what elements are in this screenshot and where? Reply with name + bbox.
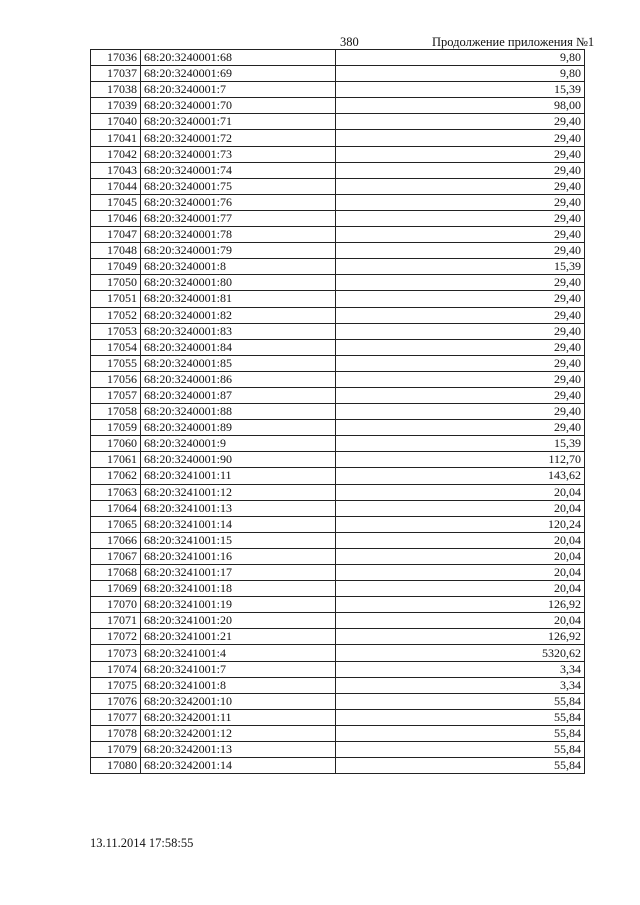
row-number-cell: 17038 <box>91 82 141 98</box>
area-value-cell: 29,40 <box>336 162 585 178</box>
cadastral-number-cell: 68:20:3240001:72 <box>141 130 336 146</box>
area-value-cell: 126,92 <box>336 597 585 613</box>
table-row <box>91 355 585 371</box>
row-number-cell: 17063 <box>91 484 141 500</box>
row-number-cell: 17052 <box>91 307 141 323</box>
area-value-cell: 29,40 <box>336 420 585 436</box>
area-value-cell: 15,39 <box>336 436 585 452</box>
table-row <box>91 500 585 516</box>
table-row <box>91 114 585 130</box>
row-number-cell: 17078 <box>91 725 141 741</box>
row-number-cell: 17037 <box>91 66 141 82</box>
table-row <box>91 516 585 532</box>
area-value-cell: 29,40 <box>336 146 585 162</box>
table-row <box>91 532 585 548</box>
cadastral-number-cell: 68:20:3242001:14 <box>141 758 336 774</box>
area-value-cell: 55,84 <box>336 709 585 725</box>
cadastral-number-cell: 68:20:3241001:11 <box>141 468 336 484</box>
area-value-cell: 20,04 <box>336 500 585 516</box>
cadastral-number-cell: 68:20:3240001:69 <box>141 66 336 82</box>
cadastral-number-cell: 68:20:3240001:68 <box>141 50 336 66</box>
area-value-cell: 29,40 <box>336 243 585 259</box>
cadastral-number-cell: 68:20:3241001:19 <box>141 597 336 613</box>
cadastral-table <box>90 49 585 774</box>
cadastral-number-cell: 68:20:3240001:8 <box>141 259 336 275</box>
cadastral-number-cell: 68:20:3240001:88 <box>141 404 336 420</box>
row-number-cell: 17065 <box>91 516 141 532</box>
area-value-cell: 29,40 <box>336 387 585 403</box>
row-number-cell: 17066 <box>91 532 141 548</box>
area-value-cell: 9,80 <box>336 50 585 66</box>
row-number-cell: 17036 <box>91 50 141 66</box>
table-row <box>91 758 585 774</box>
cadastral-number-cell: 68:20:3241001:4 <box>141 645 336 661</box>
row-number-cell: 17040 <box>91 114 141 130</box>
row-number-cell: 17059 <box>91 420 141 436</box>
row-number-cell: 17051 <box>91 291 141 307</box>
table-row <box>91 436 585 452</box>
table-row <box>91 339 585 355</box>
table-row <box>91 565 585 581</box>
table-row <box>91 210 585 226</box>
table-row <box>91 371 585 387</box>
area-value-cell: 29,40 <box>336 130 585 146</box>
area-value-cell: 29,40 <box>336 178 585 194</box>
row-number-cell: 17048 <box>91 243 141 259</box>
table-row <box>91 661 585 677</box>
area-value-cell: 55,84 <box>336 758 585 774</box>
row-number-cell: 17075 <box>91 677 141 693</box>
table-row <box>91 162 585 178</box>
area-value-cell: 29,40 <box>336 194 585 210</box>
table-row <box>91 613 585 629</box>
row-number-cell: 17072 <box>91 629 141 645</box>
area-value-cell: 3,34 <box>336 661 585 677</box>
row-number-cell: 17064 <box>91 500 141 516</box>
row-number-cell: 17045 <box>91 194 141 210</box>
cadastral-number-cell: 68:20:3240001:73 <box>141 146 336 162</box>
table-row <box>91 323 585 339</box>
area-value-cell: 20,04 <box>336 484 585 500</box>
table-row <box>91 227 585 243</box>
area-value-cell: 20,04 <box>336 548 585 564</box>
row-number-cell: 17047 <box>91 227 141 243</box>
area-value-cell: 98,00 <box>336 98 585 114</box>
row-number-cell: 17071 <box>91 613 141 629</box>
cadastral-number-cell: 68:20:3242001:10 <box>141 693 336 709</box>
cadastral-number-cell: 68:20:3241001:16 <box>141 548 336 564</box>
table-row <box>91 259 585 275</box>
area-value-cell: 20,04 <box>336 613 585 629</box>
row-number-cell: 17042 <box>91 146 141 162</box>
area-value-cell: 55,84 <box>336 725 585 741</box>
cadastral-number-cell: 68:20:3241001:20 <box>141 613 336 629</box>
table-row <box>91 387 585 403</box>
area-value-cell: 9,80 <box>336 66 585 82</box>
appendix-continuation-note: Продолжение приложения №1 <box>432 35 595 49</box>
area-value-cell: 29,40 <box>336 210 585 226</box>
cadastral-number-cell: 68:20:3240001:85 <box>141 355 336 371</box>
cadastral-number-cell: 68:20:3240001:74 <box>141 162 336 178</box>
area-value-cell: 29,40 <box>336 371 585 387</box>
table-row <box>91 548 585 564</box>
cadastral-number-cell: 68:20:3240001:71 <box>141 114 336 130</box>
table-row <box>91 66 585 82</box>
table-row <box>91 484 585 500</box>
area-value-cell: 15,39 <box>336 259 585 275</box>
table-row <box>91 709 585 725</box>
row-number-cell: 17041 <box>91 130 141 146</box>
row-number-cell: 17080 <box>91 758 141 774</box>
cadastral-number-cell: 68:20:3240001:77 <box>141 210 336 226</box>
area-value-cell: 20,04 <box>336 581 585 597</box>
area-value-cell: 15,39 <box>336 82 585 98</box>
row-number-cell: 17061 <box>91 452 141 468</box>
area-value-cell: 29,40 <box>336 291 585 307</box>
row-number-cell: 17079 <box>91 742 141 758</box>
cadastral-number-cell: 68:20:3240001:80 <box>141 275 336 291</box>
table-row <box>91 629 585 645</box>
area-value-cell: 112,70 <box>336 452 585 468</box>
area-value-cell: 29,40 <box>336 355 585 371</box>
cadastral-number-cell: 68:20:3240001:86 <box>141 371 336 387</box>
table-row <box>91 725 585 741</box>
row-number-cell: 17073 <box>91 645 141 661</box>
cadastral-number-cell: 68:20:3240001:7 <box>141 82 336 98</box>
cadastral-number-cell: 68:20:3240001:76 <box>141 194 336 210</box>
table-row <box>91 420 585 436</box>
table-row <box>91 468 585 484</box>
cadastral-number-cell: 68:20:3240001:81 <box>141 291 336 307</box>
area-value-cell: 55,84 <box>336 693 585 709</box>
row-number-cell: 17046 <box>91 210 141 226</box>
cadastral-number-cell: 68:20:3241001:21 <box>141 629 336 645</box>
cadastral-number-cell: 68:20:3240001:79 <box>141 243 336 259</box>
table-row <box>91 581 585 597</box>
print-timestamp: 13.11.2014 17:58:55 <box>90 836 194 850</box>
area-value-cell: 29,40 <box>336 339 585 355</box>
table-row <box>91 130 585 146</box>
table-row <box>91 146 585 162</box>
area-value-cell: 29,40 <box>336 323 585 339</box>
cadastral-number-cell: 68:20:3241001:13 <box>141 500 336 516</box>
cadastral-number-cell: 68:20:3241001:17 <box>141 565 336 581</box>
table-row <box>91 307 585 323</box>
table-row <box>91 452 585 468</box>
area-value-cell: 5320,62 <box>336 645 585 661</box>
area-value-cell: 55,84 <box>336 742 585 758</box>
row-number-cell: 17054 <box>91 339 141 355</box>
table-row <box>91 243 585 259</box>
row-number-cell: 17055 <box>91 355 141 371</box>
table-row <box>91 404 585 420</box>
area-value-cell: 126,92 <box>336 629 585 645</box>
row-number-cell: 17068 <box>91 565 141 581</box>
row-number-cell: 17049 <box>91 259 141 275</box>
area-value-cell: 29,40 <box>336 227 585 243</box>
cadastral-table-body <box>91 50 585 774</box>
cadastral-number-cell: 68:20:3240001:83 <box>141 323 336 339</box>
cadastral-number-cell: 68:20:3242001:11 <box>141 709 336 725</box>
table-row <box>91 50 585 66</box>
area-value-cell: 143,62 <box>336 468 585 484</box>
cadastral-number-cell: 68:20:3241001:7 <box>141 661 336 677</box>
table-row <box>91 82 585 98</box>
row-number-cell: 17077 <box>91 709 141 725</box>
table-row <box>91 597 585 613</box>
cadastral-number-cell: 68:20:3240001:82 <box>141 307 336 323</box>
row-number-cell: 17067 <box>91 548 141 564</box>
table-row <box>91 275 585 291</box>
table-row <box>91 693 585 709</box>
area-value-cell: 29,40 <box>336 404 585 420</box>
row-number-cell: 17074 <box>91 661 141 677</box>
cadastral-number-cell: 68:20:3242001:13 <box>141 742 336 758</box>
row-number-cell: 17062 <box>91 468 141 484</box>
table-row <box>91 178 585 194</box>
table-row <box>91 291 585 307</box>
cadastral-number-cell: 68:20:3240001:89 <box>141 420 336 436</box>
row-number-cell: 17060 <box>91 436 141 452</box>
cadastral-number-cell: 68:20:3240001:70 <box>141 98 336 114</box>
area-value-cell: 29,40 <box>336 275 585 291</box>
cadastral-number-cell: 68:20:3240001:78 <box>141 227 336 243</box>
area-value-cell: 29,40 <box>336 114 585 130</box>
page-number: 380 <box>340 35 359 49</box>
row-number-cell: 17056 <box>91 371 141 387</box>
cadastral-number-cell: 68:20:3240001:9 <box>141 436 336 452</box>
row-number-cell: 17043 <box>91 162 141 178</box>
area-value-cell: 20,04 <box>336 532 585 548</box>
cadastral-number-cell: 68:20:3240001:84 <box>141 339 336 355</box>
table-row <box>91 742 585 758</box>
cadastral-number-cell: 68:20:3240001:87 <box>141 387 336 403</box>
area-value-cell: 120,24 <box>336 516 585 532</box>
cadastral-number-cell: 68:20:3241001:8 <box>141 677 336 693</box>
cadastral-number-cell: 68:20:3240001:90 <box>141 452 336 468</box>
cadastral-number-cell: 68:20:3241001:15 <box>141 532 336 548</box>
table-row <box>91 645 585 661</box>
area-value-cell: 3,34 <box>336 677 585 693</box>
row-number-cell: 17069 <box>91 581 141 597</box>
cadastral-number-cell: 68:20:3240001:75 <box>141 178 336 194</box>
cadastral-number-cell: 68:20:3241001:18 <box>141 581 336 597</box>
row-number-cell: 17057 <box>91 387 141 403</box>
row-number-cell: 17058 <box>91 404 141 420</box>
area-value-cell: 29,40 <box>336 307 585 323</box>
table-row <box>91 677 585 693</box>
row-number-cell: 17076 <box>91 693 141 709</box>
row-number-cell: 17039 <box>91 98 141 114</box>
cadastral-number-cell: 68:20:3241001:12 <box>141 484 336 500</box>
cadastral-number-cell: 68:20:3242001:12 <box>141 725 336 741</box>
table-row <box>91 98 585 114</box>
row-number-cell: 17053 <box>91 323 141 339</box>
cadastral-number-cell: 68:20:3241001:14 <box>141 516 336 532</box>
row-number-cell: 17070 <box>91 597 141 613</box>
area-value-cell: 20,04 <box>336 565 585 581</box>
row-number-cell: 17044 <box>91 178 141 194</box>
row-number-cell: 17050 <box>91 275 141 291</box>
table-row <box>91 194 585 210</box>
